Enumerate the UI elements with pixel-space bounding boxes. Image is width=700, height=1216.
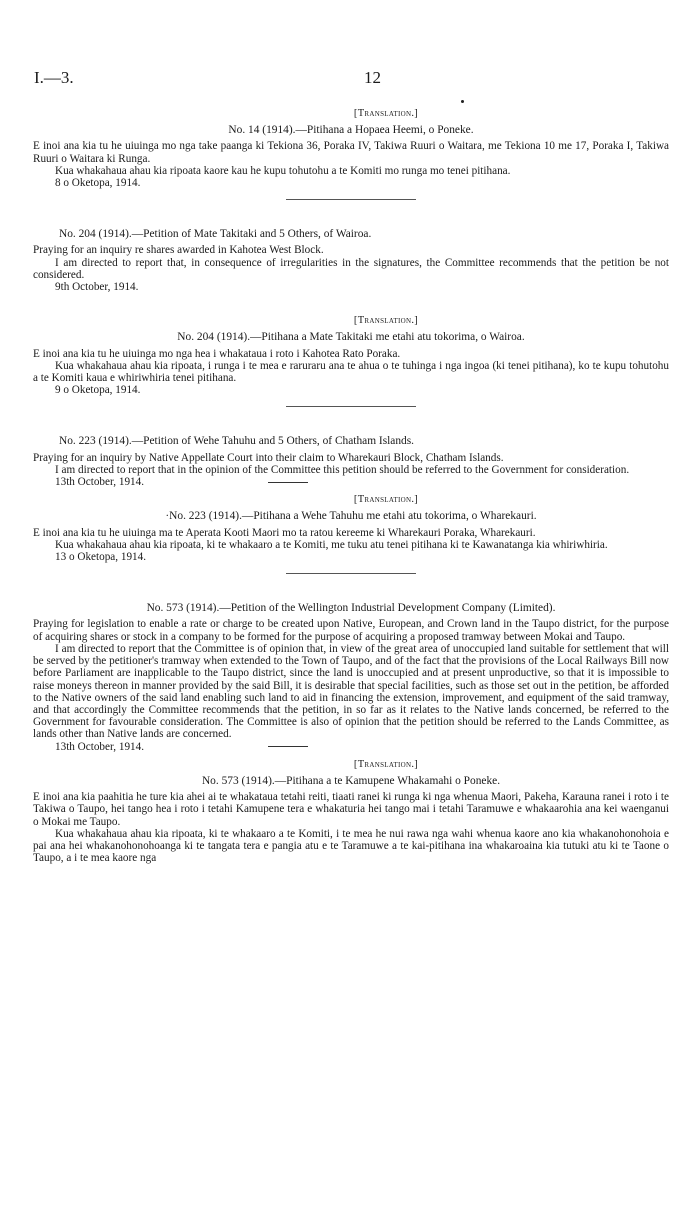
translation-label: [Translation.] [353, 758, 419, 770]
petition-section [33, 228, 669, 293]
page-number: 12 [364, 68, 381, 87]
committee-report: I am directed to report that, in consequence of irregularities in the signatures, the Committee recommends that the petition be not considered. [33, 256, 669, 281]
petition-section [33, 435, 669, 488]
petition-section [33, 108, 669, 189]
petition-prayer: E inoi ana kia tu he uiuinga mo nga take paanga ki Tekiona 36, Poraka IV, Takiwa Ruuri o Waitara, me Tekiona 10 me 17, Poraka I, Takiwa Ruuri o Waitara ki Runga. [33, 140, 669, 165]
petition-section [33, 602, 669, 752]
report-date-row [33, 741, 669, 753]
committee-report: Kua whakahaua ahau kia ripoata, i runga i te mea e raruraru ana te ahua o te tuhinga i nga ingoa (ki tenei pitihana), ko te kupu tohutohu a te Komiti kaua e whiriwhiria tenei pitihana. [33, 359, 669, 385]
petition-title: No. 204 (1914).—Pitihana a Mate Takitaki me etahi atu tokorima, o Wairoa. [177, 331, 525, 344]
petition-title: No. 573 (1914).—Petition of the Wellington Industrial Development Company (Limited). [146, 602, 556, 615]
committee-report: I am directed to report that the Committee is of opinion that, in view of the great area of unoccupied land suitable for settlement that will be served by the petitioner's tramway when extended to the Town of Taupo, and of the fact that the provisions of the Local Railways Bill now before Parliament are inapplicable to the Taupo district, since the land is unoccupied and at present unproductive, so that it is impossible to raise moneys thereon in manner provided by the said Bill, it is desirable that special facilities, such as those set out in the petition, be afforded to the Native owners of the said land enabling such land to aid in financing the extension, improvement, and equipment of the said tramway, and that accordingly the Committee recommends that the petition, in so far as it relates to the Native lands concerned, be referred to the Government for favourable consideration. The Committee is also of opinion that the petition should be referred to the Lands Committee, as lands other than Native lands are concerned. [33, 642, 669, 741]
petition-prayer: E inoi ana kia tu he uiuinga mo nga hea i whakataua i roto i Kahotea Rato Poraka. [33, 347, 401, 360]
report-date: 8 o Oketopa, 1914. [55, 177, 141, 190]
translation-label: [Translation.] [353, 315, 419, 327]
translation-label: [Translation.] [353, 494, 419, 506]
report-date: 9 o Oketopa, 1914. [55, 384, 141, 397]
committee-report: Kua whakahaua ahau kia ripoata kaore kau he kupu tohutohu a te Komiti mo runga mo tenei pitihana. [55, 164, 511, 177]
petition-title: No. 14 (1914).—Pitihana a Hopaea Heemi, o Poneke. [228, 124, 474, 137]
petition-prayer: Praying for an inquiry re shares awarded in Kahotea West Block. [33, 244, 324, 257]
report-date: 13 o Oketopa, 1914. [55, 551, 147, 564]
petition-prayer: E inoi ana kia tu he uiuinga ma te Aperata Kooti Maori mo ta ratou kereeme ki Wharekauri Poraka, Wharekauri. [33, 526, 536, 539]
report-date-row [33, 476, 669, 488]
petition-prayer: E inoi ana kia paahitia he ture kia ahei ai te whakataua tetahi reiti, tiaati ranei ki runga ki nga whenua Maori, Pakeha, Karauna ranei i roto i te Takiwa o Taupo, hei tango hea i roto i tetahi Kamupene tera e whakaturia hei tango mai i tetahi Taramuwe e whakaarohia ana kei waenganui o Mokai me Taupo. [33, 791, 669, 828]
petition-section [33, 759, 669, 865]
print-mark [461, 100, 464, 103]
petition-section [33, 494, 669, 563]
short-divider [268, 746, 308, 747]
committee-report: I am directed to report that in the opinion of the Committee this petition should be referred to the Government for consideration. [55, 463, 630, 476]
document-body [33, 108, 669, 864]
document-reference: I.—3. [34, 68, 74, 87]
petition-section [33, 315, 669, 396]
petition-prayer: Praying for an inquiry by Native Appellate Court into their claim to Wharekauri Block, Chatham Islands. [33, 451, 504, 464]
report-date: 13th October, 1914. [55, 476, 145, 489]
petition-title: ·No. 223 (1914).—Pitihana a Wehe Tahuhu me etahi atu tokorima, o Wharekauri. [165, 510, 537, 523]
committee-report: Kua whakahaua ahau kia ripoata, ki te whakaaro a te Komiti, i te mea he nui rawa nga wahi whenua kaore ano kia whakanohonohoia e pai ana hei whakanohonohoanga ki te tangata tera e pangia atu e te Taramuwe a te kai-pitihana ina whakaroaina kia tutuki atu ki te Taone o Taupo, a i te mea kaore nga [33, 827, 669, 865]
petition-prayer: Praying for legislation to enable a rate or charge to be created upon Native, European, and Crown land in the Taupo district, for the purpose of acquiring shares or stock in a company to be formed for the purpose of acquiring a proposed tramway between Mokai and Taupo. [33, 618, 669, 643]
petition-title: No. 204 (1914).—Petition of Mate Takitaki and 5 Others, of Wairoa. [59, 228, 372, 241]
page-header [34, 68, 666, 88]
translation-label: [Translation.] [353, 108, 419, 119]
committee-report: Kua whakahaua ahau kia ripoata, ki te whakaaro a te Komiti, me tuku atu tenei pitihana ki te Kawanatanga kia whiriwhiria. [55, 538, 608, 551]
short-divider [268, 482, 308, 483]
report-date: 13th October, 1914. [55, 740, 145, 753]
report-date: 9th October, 1914. [55, 281, 139, 294]
petition-title: No. 223 (1914).—Petition of Wehe Tahuhu and 5 Others, of Chatham Islands. [59, 435, 415, 448]
petition-title: No. 573 (1914).—Pitihana a te Kamupene Whakamahi o Poneke. [201, 774, 501, 787]
